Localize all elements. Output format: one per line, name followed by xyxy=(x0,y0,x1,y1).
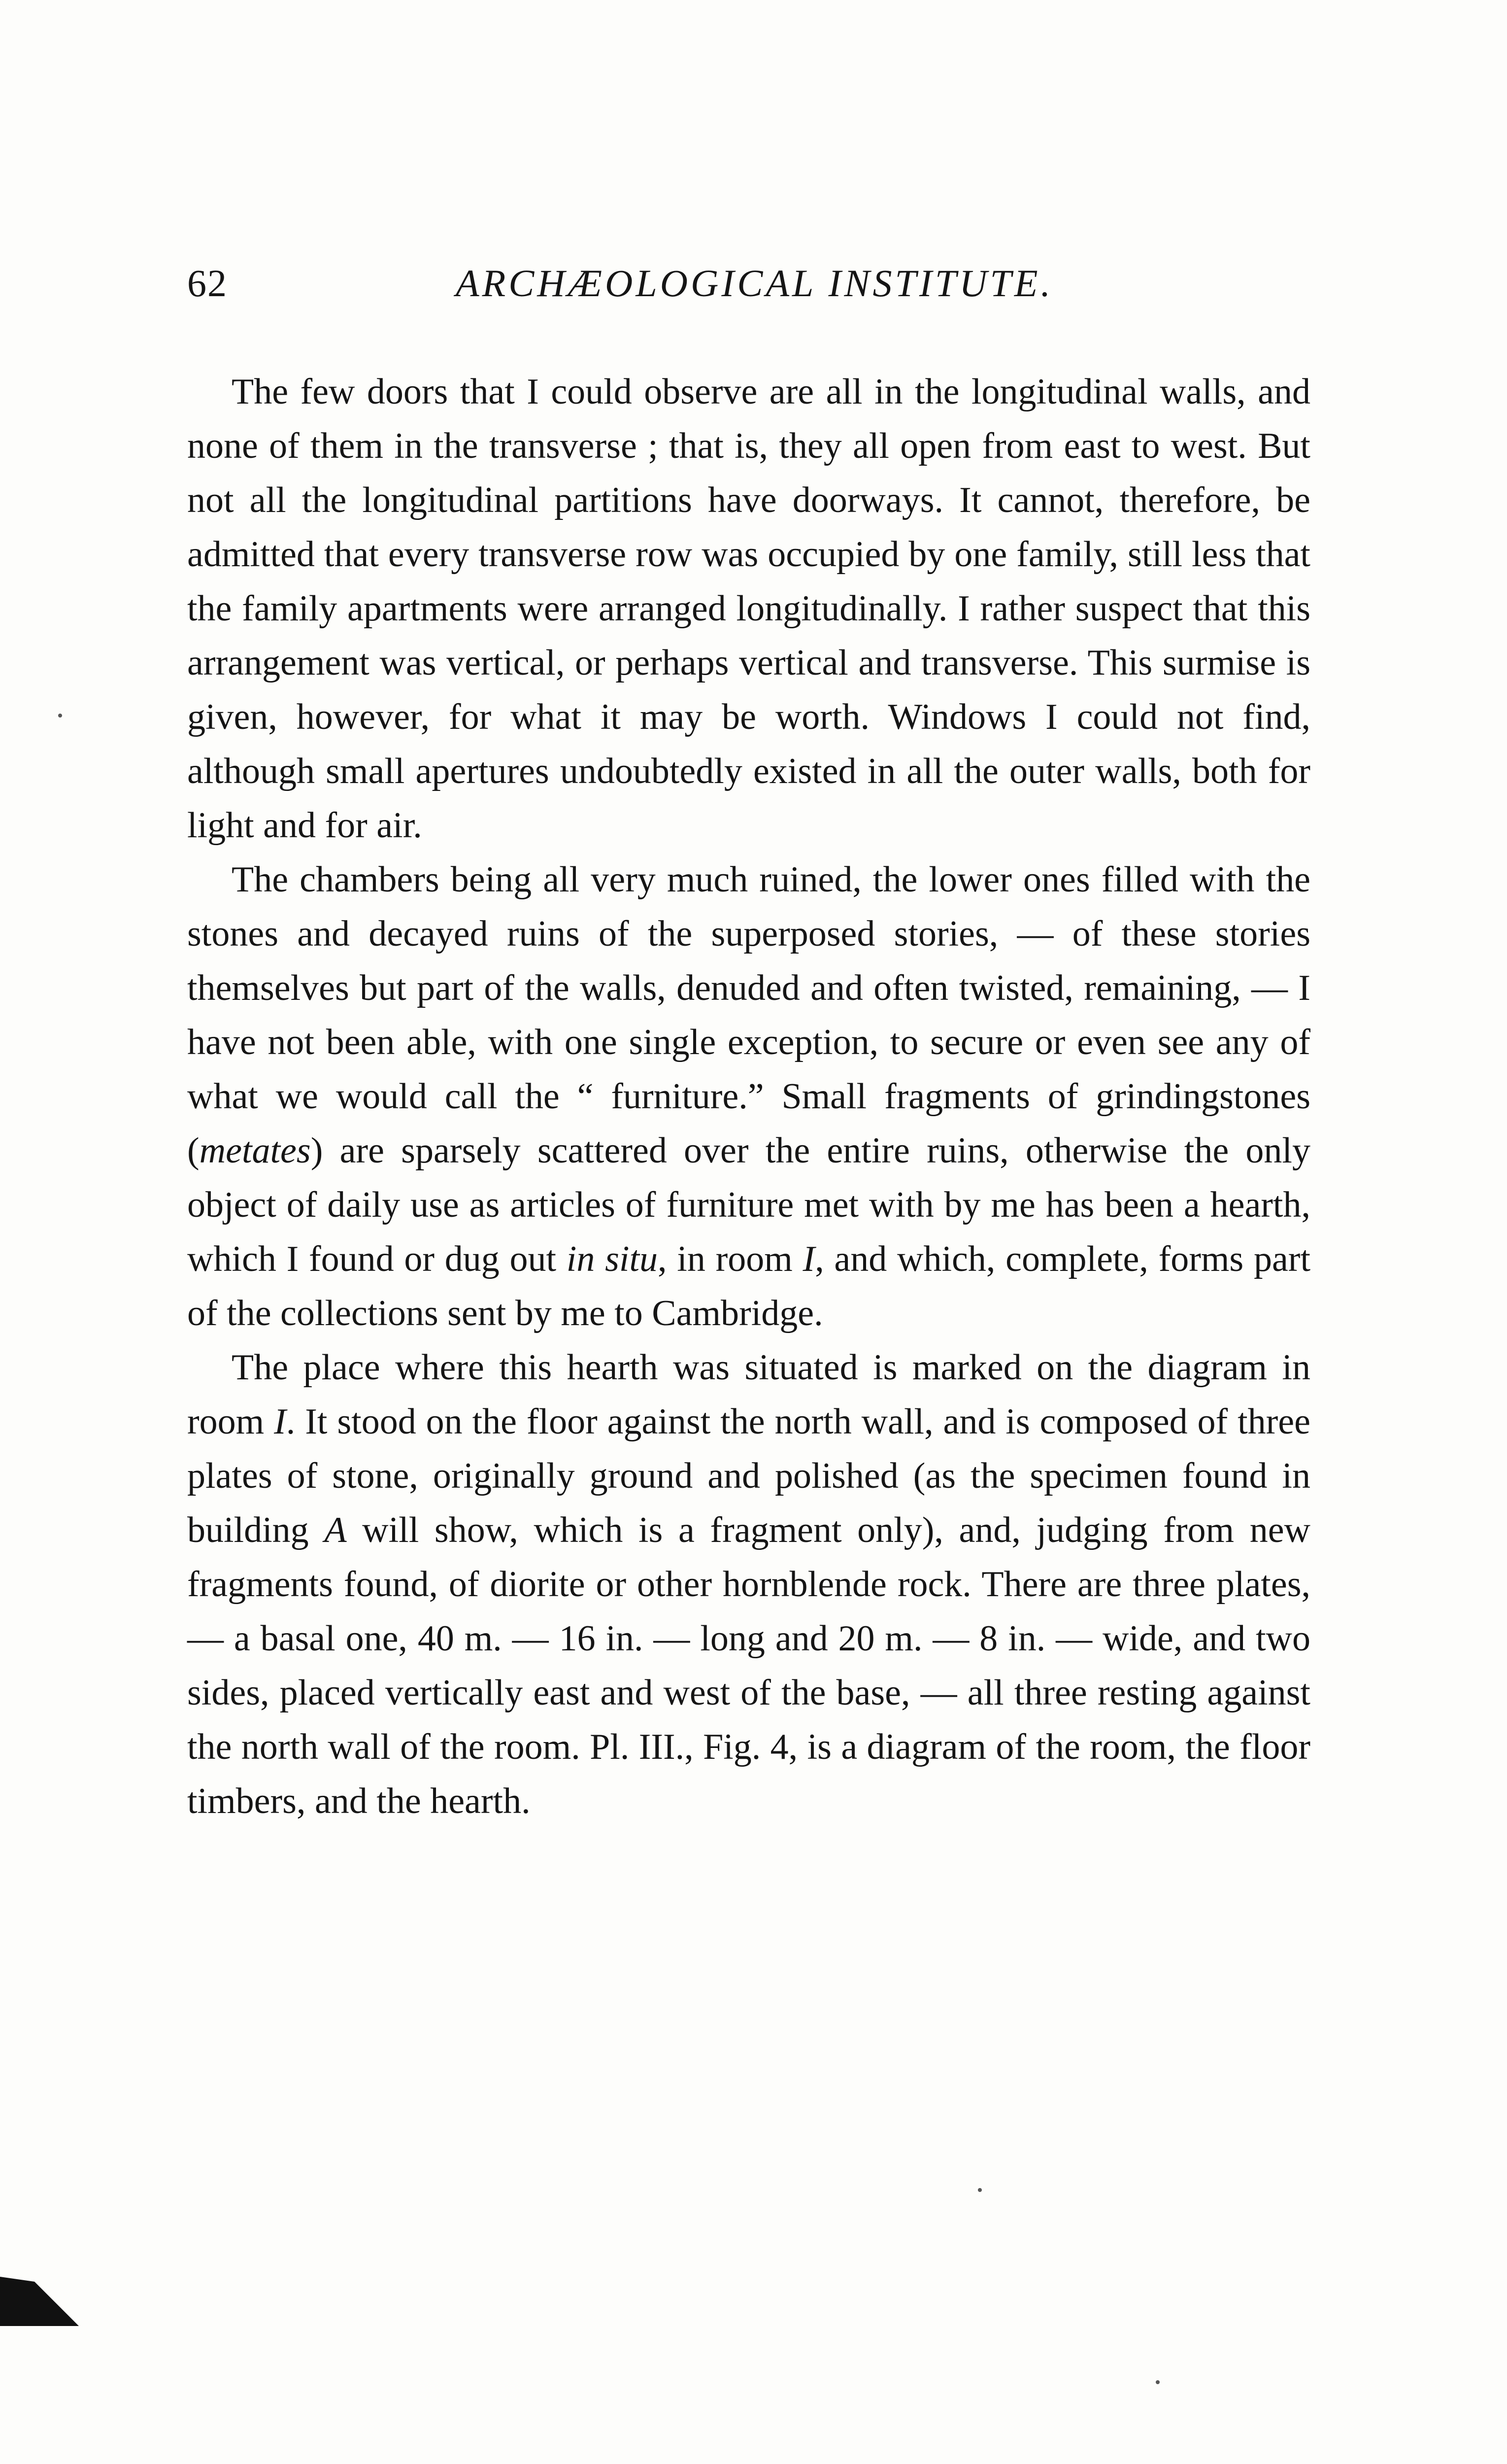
scan-speck xyxy=(58,714,62,718)
paragraph xyxy=(187,365,1310,853)
paragraph-text: . It stood on the floor against the north wall, and is composed of three plates of stone, originally ground and polished (as the specimen found in building xyxy=(187,1402,1310,1550)
paragraph xyxy=(187,853,1310,1340)
paragraph-text: The few doors that I could observe are all in the longitudinal walls, and none of them in the transverse ; that is, they all open from east to west. But not all the longitudinal partitions have doorways. It cannot, therefore, be admitted that every transverse row was occupied by one family, still less that the family apartments were arranged longitudinally. I rather suspect that this arrangement was vertical, or perhaps vertical and transverse. This surmise is given, however, for what it may be worth. Windows I could not find, although small apertures undoubtedly existed in all the outer walls, both for light and for air. xyxy=(187,372,1310,846)
italic-term: I xyxy=(803,1239,815,1279)
body-text xyxy=(187,365,1310,1828)
triangle-arrow-icon xyxy=(0,2277,79,2331)
running-title: ARCHÆOLOGICAL INSTITUTE. xyxy=(456,262,1054,305)
running-head xyxy=(187,256,1320,310)
italic-term: in situ xyxy=(566,1239,658,1279)
italic-term: metates xyxy=(199,1130,311,1171)
scan-speck xyxy=(978,2188,982,2192)
paragraph-text: ) are sparsely scattered over the entire ruins, otherwise the only object of daily use as articles of furniture met with by me has been a hearth, which I found or dug out xyxy=(187,1130,1310,1279)
scan-speck xyxy=(1156,2380,1160,2384)
page-number: 62 xyxy=(187,262,228,305)
paragraph-text: , and which, complete, forms part of the collections sent by me to Cambridge. xyxy=(187,1239,1310,1334)
paragraph xyxy=(187,1340,1310,1828)
italic-term: I xyxy=(274,1402,286,1442)
paragraph-text: The chambers being all very much ruined, the lower ones filled with the stones and decayed ruins of the superposed stories, — of these stories themselves but part of the walls, denuded and often twisted, remaining, — I have not been able, with one single exception, to secure or even see any of what we would call the “ furniture.” Small fragments of grindingstones ( xyxy=(187,859,1310,1171)
paragraph-text: , in room xyxy=(658,1239,803,1279)
paragraph-text: will show, which is a fragment only), and, judging from new fragments found, of diorite or other hornblende rock. There are three plates, — a basal one, 40 m. — 16 in. — long and 20 m. — 8 in. — wide, and two sides, placed vertically east and west of the base, — all three resting against the north wall of the room. Pl. III., Fig. 4, is a diagram of the room, the floor timbers, and the hearth. xyxy=(187,1510,1310,1821)
italic-term: A xyxy=(324,1510,347,1550)
paragraph-text: The place where this hearth was situated is marked on the diagram in room xyxy=(187,1347,1310,1442)
